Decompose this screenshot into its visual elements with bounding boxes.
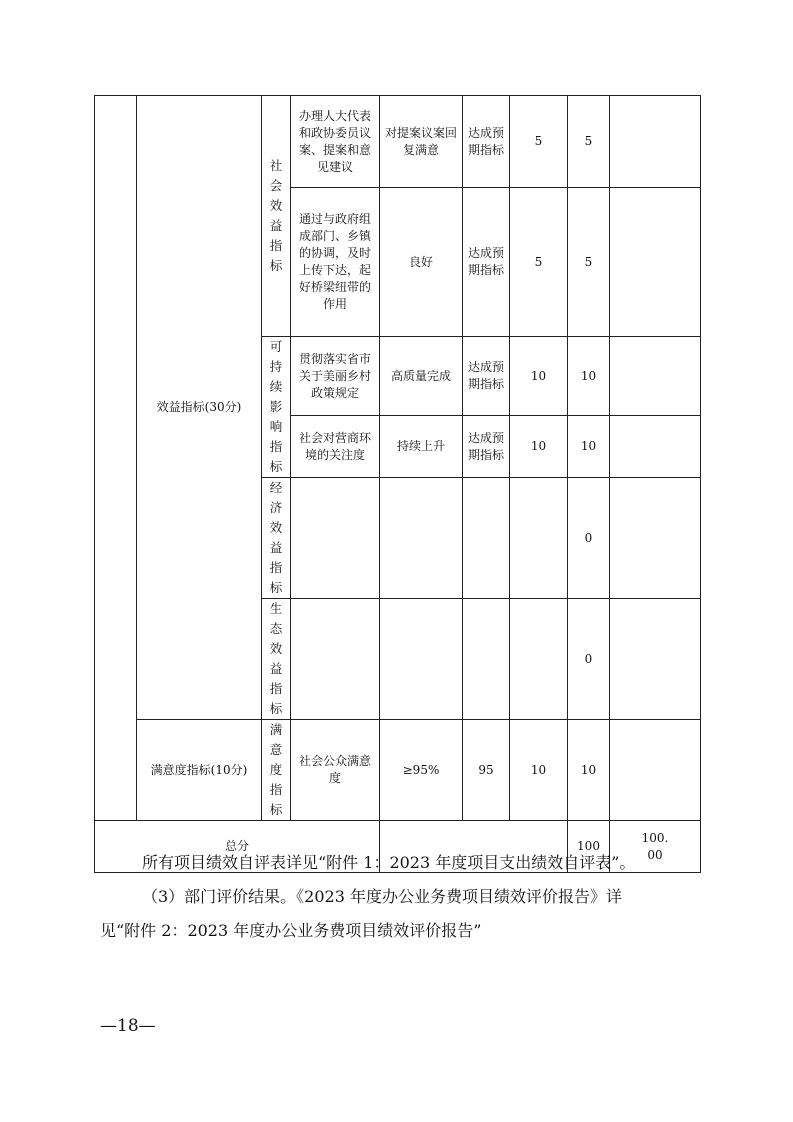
indicator-cell: 社会对营商环境的关注度	[291, 416, 380, 478]
weight-cell: 5	[510, 96, 568, 188]
level2-economic-cell	[262, 478, 291, 599]
score-cell: 0	[568, 478, 610, 599]
actual-cell: 达成预期指标	[463, 337, 510, 416]
weight-cell: 5	[510, 188, 568, 337]
note-cell	[610, 337, 701, 416]
paragraph-attachment-2: 见“附件 2：2023 年度办公业务费项目绩效评价报告”	[100, 921, 482, 940]
indicator-cell	[291, 478, 380, 599]
page-number: —18—	[100, 1016, 156, 1036]
indicator-cell	[291, 599, 380, 720]
level2-eco-cell	[262, 599, 291, 720]
target-cell	[380, 599, 463, 720]
level2-social-label: 社会效益指标	[269, 158, 283, 273]
level2-economic-label: 经济效益指标	[269, 480, 283, 595]
target-cell: 高质量完成	[380, 337, 463, 416]
total-score-value: 100.00	[641, 830, 669, 862]
table-row	[95, 96, 701, 188]
weight-cell: 10	[510, 416, 568, 478]
actual-cell	[463, 599, 510, 720]
actual-cell: 95	[463, 720, 510, 821]
score-cell: 5	[568, 188, 610, 337]
level2-eco-label: 生态效益指标	[269, 601, 283, 716]
actual-cell: 达成预期指标	[463, 96, 510, 188]
total-weight-cell: 100	[568, 821, 610, 873]
level1-benefit-cell: 效益指标(30分)	[137, 96, 262, 720]
actual-cell: 达成预期指标	[463, 416, 510, 478]
target-cell: 持续上升	[380, 416, 463, 478]
target-cell	[380, 478, 463, 599]
weight-cell	[510, 599, 568, 720]
paragraph-dept-evaluation: （3）部门评价结果。《2023 年度办公业务费项目绩效评价报告》详	[142, 887, 622, 906]
indicator-cell: 通过与政府组成部门、乡镇的协调，及时上传下达，起好桥梁纽带的作用	[291, 188, 380, 337]
score-cell: 0	[568, 599, 610, 720]
target-cell: 对提案议案回复满意	[380, 96, 463, 188]
indicator-cell: 贯彻落实省市关于美丽乡村政策规定	[291, 337, 380, 416]
table-row	[95, 720, 701, 821]
target-cell: 良好	[380, 188, 463, 337]
note-cell	[610, 188, 701, 337]
note-cell	[610, 599, 701, 720]
performance-table	[94, 95, 701, 873]
indicator-cell: 办理人大代表和政协委员议案、提案和意见建议	[291, 96, 380, 188]
total-label-cell: 总分	[95, 821, 380, 873]
actual-cell	[463, 478, 510, 599]
level2-satisfaction-cell	[262, 720, 291, 821]
score-cell: 10	[568, 337, 610, 416]
indicator-cell: 社会公众满意度	[291, 720, 380, 821]
target-cell: ≥95%	[380, 720, 463, 821]
level1-empty-cell	[95, 96, 137, 821]
note-cell	[610, 416, 701, 478]
note-cell	[610, 478, 701, 599]
note-cell	[610, 96, 701, 188]
level2-satisfaction-label: 满意度指标	[269, 722, 283, 817]
score-cell: 5	[568, 96, 610, 188]
paragraph-attachment-1: 所有项目绩效自评表详见“附件 1：2023 年度项目支出绩效自评表”。	[142, 853, 636, 872]
level2-sustain-cell	[262, 337, 291, 478]
weight-cell: 10	[510, 337, 568, 416]
level1-satisfaction-cell: 满意度指标(10分)	[137, 720, 262, 821]
level2-social-cell	[262, 96, 291, 337]
note-cell	[610, 720, 701, 821]
weight-cell	[510, 478, 568, 599]
actual-cell: 达成预期指标	[463, 188, 510, 337]
weight-cell: 10	[510, 720, 568, 821]
score-cell: 10	[568, 416, 610, 478]
level2-sustain-label: 可持续影响指标	[269, 339, 283, 474]
score-cell: 10	[568, 720, 610, 821]
